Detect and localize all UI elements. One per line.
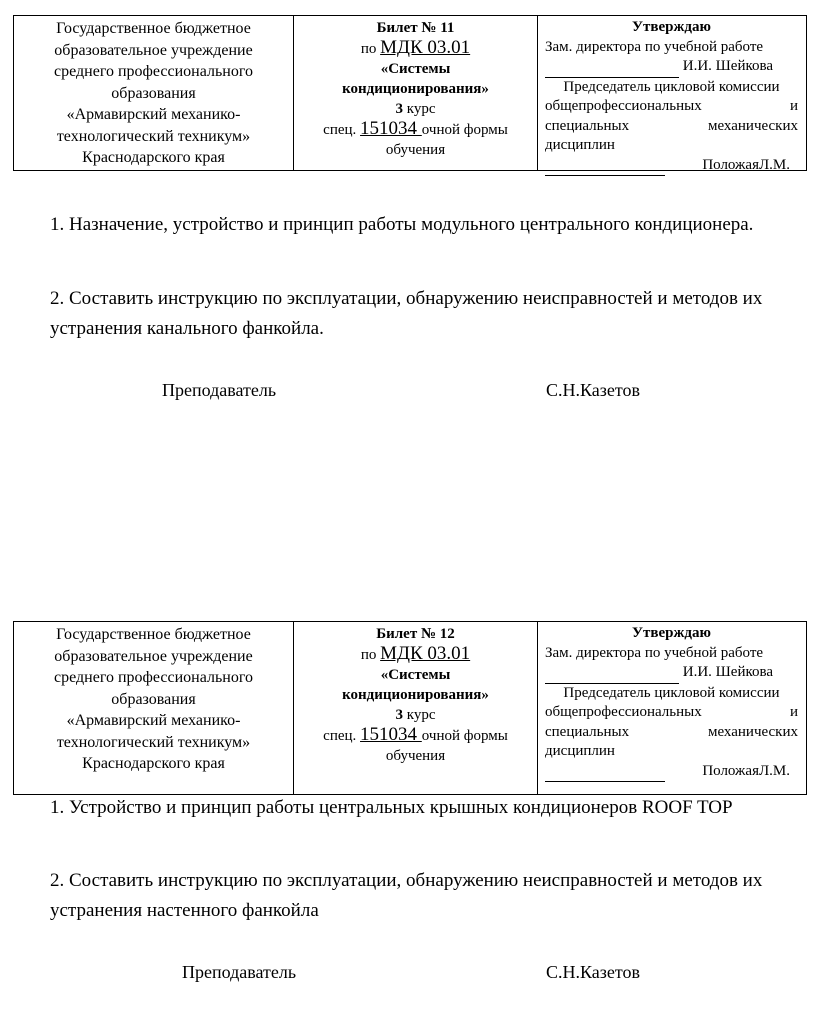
ticket-info-cell xyxy=(294,16,538,170)
chair-word: и xyxy=(789,98,798,114)
chair-line xyxy=(545,723,798,743)
chair-line: дисциплин xyxy=(545,743,615,759)
spec-line xyxy=(294,119,537,140)
spec-label: спец. xyxy=(323,122,357,138)
chair-name: ПоложаяЛ.М. xyxy=(702,156,790,173)
chair-signature-line xyxy=(545,156,798,177)
ticket-title: Билет № 12 xyxy=(376,626,455,642)
chair-signature-line xyxy=(545,762,798,783)
chair-word: общепрофессиональных xyxy=(545,98,702,114)
course-year xyxy=(294,705,537,725)
form-text-2: обучения xyxy=(385,748,446,764)
institution-line: среднего профессионального xyxy=(54,63,253,80)
chair-word: и xyxy=(789,704,798,720)
ticket-header-table xyxy=(13,15,807,171)
deputy-signature-line xyxy=(545,663,798,684)
institution-line: «Армавирский механико- xyxy=(66,712,241,729)
chair-line: Председатель цикловой комиссии xyxy=(563,684,780,701)
ticket-info-cell xyxy=(294,622,538,794)
institution-line: технологический техникум» xyxy=(56,733,251,751)
spec-label: спец. xyxy=(323,728,357,744)
teacher-label: Преподаватель xyxy=(162,380,277,400)
spec-code: 151034 xyxy=(360,724,422,745)
ticket-title: Билет № 11 xyxy=(376,20,455,36)
signature-blank xyxy=(545,762,665,783)
question-1: 1. Назначение, устройство и принцип работы модульного центрального кондиционера. xyxy=(50,214,754,235)
chair-line xyxy=(545,703,798,723)
institution-line: образовательное учреждение xyxy=(54,41,253,59)
deputy-name: И.И. Шейкова xyxy=(682,664,774,680)
institution-line: Краснодарского края xyxy=(82,755,225,772)
chair-word: механических xyxy=(707,117,798,134)
teacher-name: С.Н.Казетов xyxy=(546,962,640,982)
teacher-name: С.Н.Казетов xyxy=(546,380,640,400)
course-code: МДК 03.01 xyxy=(380,37,471,58)
institution-line: образовательное учреждение xyxy=(54,647,253,665)
discipline-line: «Системы xyxy=(380,667,451,683)
approve-title: Утверждаю xyxy=(632,625,711,641)
spec-code: 151034 xyxy=(360,118,422,139)
institution-line: Государственное бюджетное xyxy=(56,20,251,37)
course-code: МДК 03.01 xyxy=(380,643,471,664)
course-number: 3 xyxy=(395,101,403,117)
question-1: 1. Устройство и принцип работы центральных крышных кондиционеров ROOF TOP xyxy=(50,797,733,818)
institution-line: Государственное бюджетное xyxy=(56,626,251,643)
form-text: очной формы xyxy=(421,122,508,138)
discipline-line: кондиционирования» xyxy=(342,687,489,703)
institution-line: образования xyxy=(111,84,196,102)
institution-line: «Армавирский механико- xyxy=(66,106,241,123)
chair-line xyxy=(545,97,798,117)
spec-line xyxy=(294,725,537,746)
course-line xyxy=(294,38,537,59)
deputy-line: Зам. директора по учебной работе xyxy=(545,644,764,661)
po-label: по xyxy=(360,41,377,57)
deputy-name: И.И. Шейкова xyxy=(682,58,774,74)
signature-blank xyxy=(545,663,679,684)
chair-line: дисциплин xyxy=(545,137,615,153)
form-text-2: обучения xyxy=(385,142,446,158)
approve-title: Утверждаю xyxy=(632,19,711,35)
institution-cell xyxy=(14,16,294,170)
chair-word: механических xyxy=(707,723,798,740)
po-label: по xyxy=(360,647,377,663)
signature-blank xyxy=(545,57,679,78)
course-word: курс xyxy=(403,101,436,117)
form-text: очной формы xyxy=(421,728,508,744)
institution-line: Краснодарского края xyxy=(82,149,225,166)
chair-word: специальных xyxy=(545,117,630,134)
chair-line xyxy=(545,117,798,137)
teacher-label: Преподаватель xyxy=(182,962,297,982)
approval-cell xyxy=(538,16,806,173)
ticket-header-table xyxy=(13,621,807,795)
institution-cell xyxy=(14,622,294,794)
chair-word: специальных xyxy=(545,723,630,740)
institution-line: образования xyxy=(111,690,196,708)
signature-blank xyxy=(545,156,665,177)
chair-line: Председатель цикловой комиссии xyxy=(563,78,780,95)
course-number: 3 xyxy=(395,707,403,723)
course-line xyxy=(294,644,537,665)
discipline-line: «Системы xyxy=(380,61,451,77)
course-word: курс xyxy=(403,707,436,723)
question-2: 2. Составить инструкцию по эксплуатации, обнаружению неисправностей и методов их устранения канального фанкойла. xyxy=(50,288,763,339)
course-year xyxy=(294,99,537,119)
approval-cell xyxy=(538,622,806,794)
deputy-signature-line xyxy=(545,57,798,78)
deputy-line: Зам. директора по учебной работе xyxy=(545,38,764,55)
institution-line: технологический техникум» xyxy=(56,127,251,145)
discipline-line: кондиционирования» xyxy=(342,81,489,97)
institution-line: среднего профессионального xyxy=(54,669,253,686)
question-2: 2. Составить инструкцию по эксплуатации, обнаружению неисправностей и методов их устранения настенного фанкойла xyxy=(50,870,763,921)
chair-word: общепрофессиональных xyxy=(545,704,702,720)
chair-name: ПоложаяЛ.М. xyxy=(702,762,790,779)
